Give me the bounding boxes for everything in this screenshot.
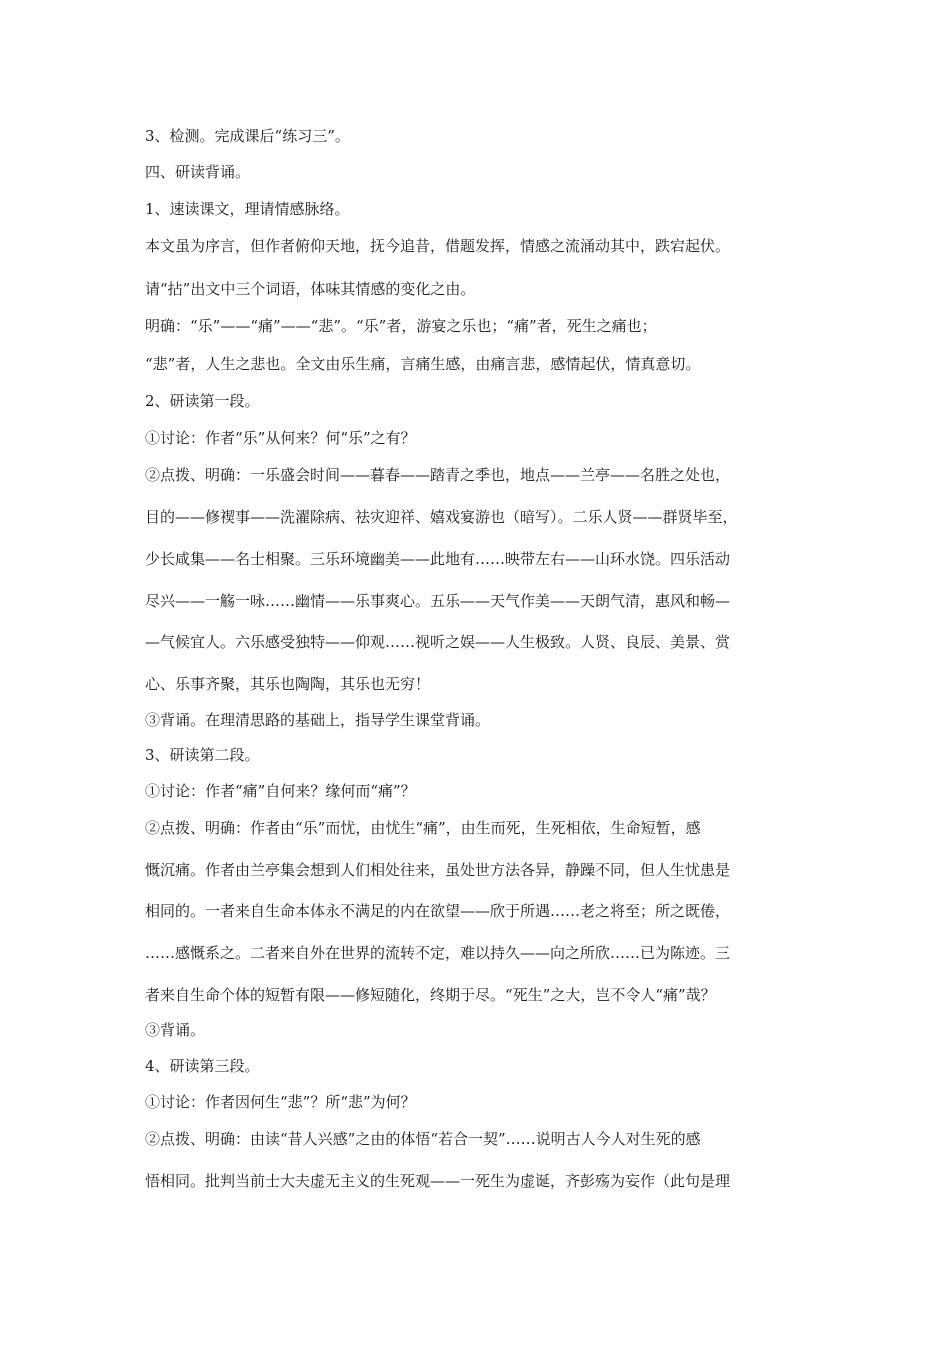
text-line: ②点拨、明确：由读“昔人兴感”之由的体悟“若合一契”……说明古人今人对生死的感 [145, 1130, 701, 1148]
text-line: 尽兴——一觞一咏……幽情——乐事爽心。五乐——天气作美——天朗气清，惠风和畅— [145, 592, 731, 610]
text-line: “悲”者，人生之悲也。全文由乐生痛，言痛生感，由痛言悲，感情起伏，情真意切。 [145, 355, 701, 373]
text-line: 者来自生命个体的短暂有限——修短随化，终期于尽。“死生”之大，岂不令人“痛”哉？ [145, 986, 716, 1004]
text-line: ②点拨、明确：一乐盛会时间——暮春——踏青之季也，地点——兰亭——名胜之处也， [145, 466, 731, 484]
text-line: 悟相同。批判当前士大夫虚无主义的生死观——一死生为虚诞，齐彭殇为妄作（此句是理 [145, 1172, 731, 1190]
text-line: ①讨论：作者“痛”自何来？缘何而“痛”？ [145, 782, 416, 800]
text-line: 2、研读第一段。 [145, 392, 260, 410]
text-line: —气候宜人。六乐感受独特——仰观……视听之娱——人生极致。人贤、良辰、美景、赏 [145, 633, 731, 651]
text-line: ②点拨、明确：作者由“乐”而忧，由忧生“痛”，由生而死，生死相依，生命短暂，感 [145, 819, 701, 837]
text-line: 少长咸集——名士相聚。三乐环境幽美——此地有……映带左右——山环水饶。四乐活动 [145, 550, 731, 568]
text-line: ①讨论：作者因何生“悲”？所“悲”为何？ [145, 1093, 416, 1111]
text-line: 四、研读背诵。 [145, 163, 251, 181]
text-line: 心、乐事齐聚，其乐也陶陶，其乐也无穷！ [145, 675, 431, 693]
text-line: 目的——修褉事——洗濯除病、祛灾迎祥、嬉戏宴游也（暗写）。二乐人贤——群贤毕至， [145, 508, 738, 526]
text-line: 慨沉痛。作者由兰亭集会想到人们相处往来，虽处世方法各异，静躁不同，但人生忧患是 [145, 861, 731, 879]
text-line: 本文虽为序言，但作者俯仰天地，抚今追昔，借题发挥，情感之流涌动其中，跌宕起伏。 [145, 237, 731, 255]
text-line: ③背诵。 [145, 1021, 206, 1039]
text-line: 4、研读第三段。 [145, 1057, 260, 1075]
text-line: 明确：“乐”——“痛”——“悲”。“乐”者，游宴之乐也；“痛”者，死生之痛也； [145, 317, 657, 335]
text-line: 3、检测。完成课后“练习三”。 [145, 127, 350, 145]
text-line: 3、研读第二段。 [145, 746, 260, 764]
text-line: 请“拈”出文中三个词语，体味其情感的变化之由。 [145, 280, 476, 298]
text-line: ③背诵。在理清思路的基础上，指导学生课堂背诵。 [145, 711, 491, 729]
text-line: ……感慨系之。二者来自外在世界的流转不定，难以持久——向之所欣……已为陈迹。三 [145, 944, 731, 962]
text-line: 1、速读课文，理请情感脉络。 [145, 200, 350, 218]
text-line: 相同的。一者来自生命本体永不满足的内在欲望——欣于所遇……老之将至；所之既倦， [145, 902, 731, 920]
text-line: ①讨论：作者“乐”从何来？何“乐”之有？ [145, 429, 416, 447]
